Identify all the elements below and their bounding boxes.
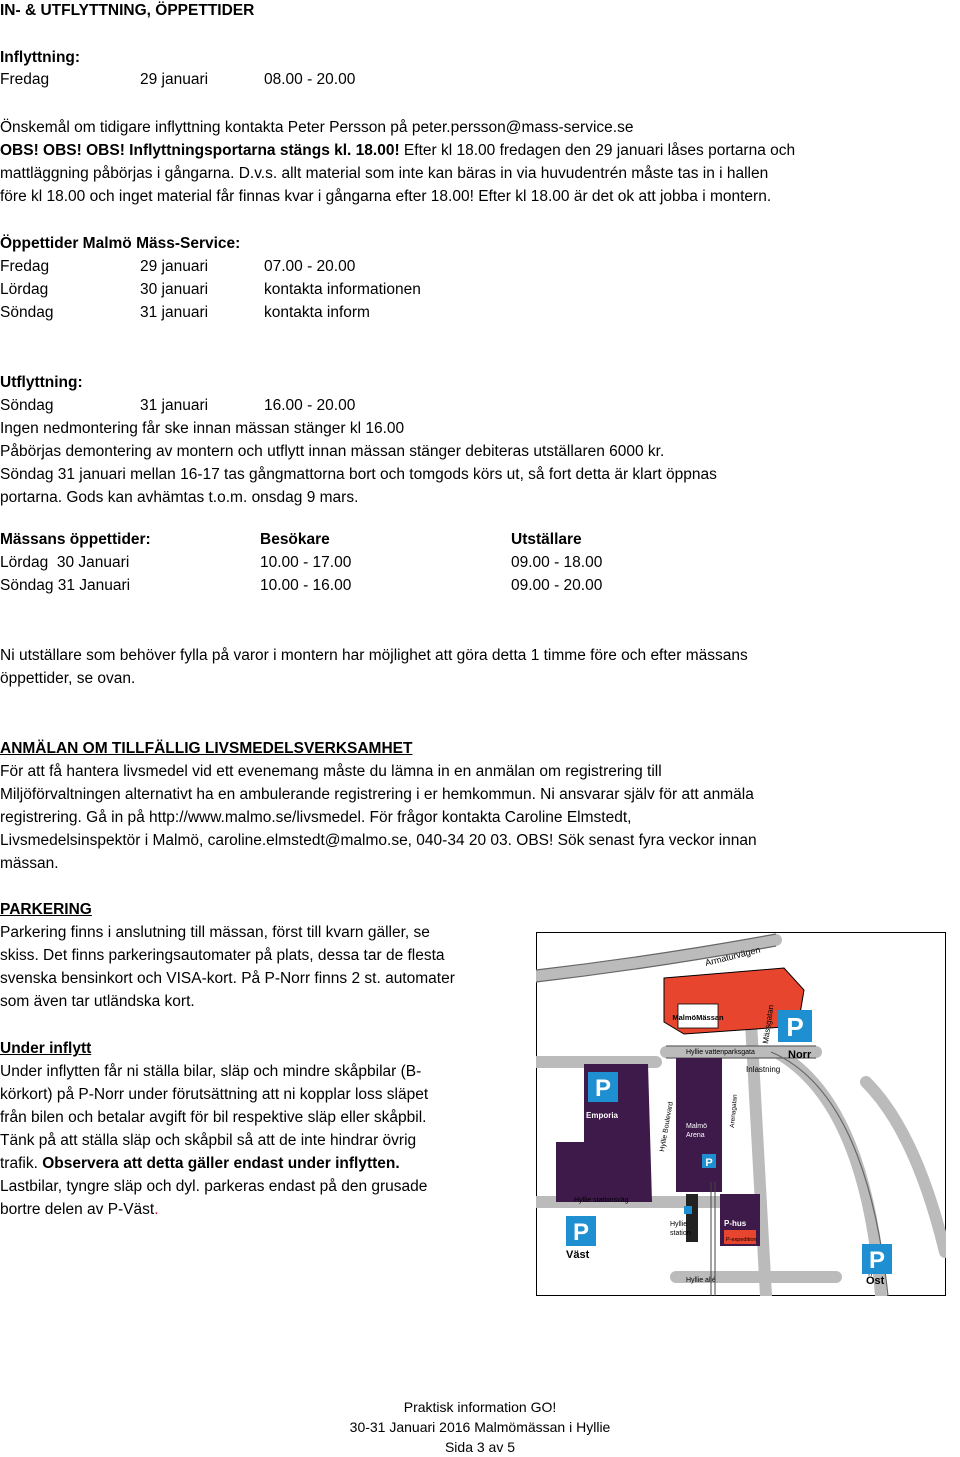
arena-line-2: Arena xyxy=(686,1132,705,1139)
hyllie-boulevard-label: Hyllie Boulevard xyxy=(659,1101,675,1153)
utflyttning-date: 31 januari xyxy=(140,397,209,414)
parkering-heading: PARKERING xyxy=(0,901,92,918)
p-arena-symbol: P xyxy=(705,1157,713,1169)
hyllie-stationsvag-label: Hyllie stationsväg xyxy=(574,1197,629,1204)
massans-day: Lördag 30 Januari xyxy=(0,554,130,571)
hyllie-vattenparksgata-label: Hyllie vattenparksgata xyxy=(686,1049,755,1056)
inflyttning-note-4: före kl 18.00 och inget material får finnas kvar i gångarna efter 18.00! Efter kl 18.00 är det ok att jobba i montern. xyxy=(0,188,772,205)
utflyttning-line: Söndag 31 januari mellan 16-17 tas gångmattorna bort och tomgods körs ut, så fort detta är klart öppnas xyxy=(0,466,717,483)
oppettider-day: Söndag xyxy=(0,304,54,321)
massans-header: Mässans öppettider: xyxy=(0,531,151,548)
line-text: trafik. xyxy=(0,1155,43,1172)
p-expedition-label: P-expedition xyxy=(726,1237,757,1243)
utstallare-header: Utställare xyxy=(511,531,582,548)
p-vast-symbol: P xyxy=(572,1219,590,1246)
under-inflytt-line: från bilen och betalar avgift för bil respektive släp eller skåpbil. xyxy=(0,1109,427,1126)
ni-utstallare-line: öppettider, se ovan. xyxy=(0,670,136,687)
note-text: Önskemål om tidigare inflyttning kontakta Peter Persson på xyxy=(0,119,412,136)
footer-title: Praktisk information GO! xyxy=(403,1399,557,1415)
anmalan-line: Livsmedelsinspektör i Malmö, caroline.elmstedt@malmo.se, 040-34 20 03. OBS! Sök senast fyra veckor innan xyxy=(0,832,757,849)
utflyttning-line: Påbörjas demontering av montern och utflytt innan mässan stänger debiteras utställaren 6000 kr. xyxy=(0,443,665,460)
observera-note: Observera att detta gäller endast under inflytten. xyxy=(42,1155,400,1172)
utflyttning-line: Ingen nedmontering får ske innan mässan stänger kl 16.00 xyxy=(0,420,405,437)
oppettider-date: 31 januari xyxy=(140,304,209,321)
oppettider-heading: Öppettider Malmö Mäss-Service: xyxy=(0,235,241,252)
inlastning-label: Inlastning xyxy=(746,1065,781,1074)
parkering-line: som även tar utländska kort. xyxy=(0,993,195,1010)
email-link[interactable]: peter.persson@mass-service.se xyxy=(411,119,634,136)
ni-utstallare-line: Ni utställare som behöver fylla på varor i montern har möjlighet att göra detta 1 timme före och efter mässans xyxy=(0,647,748,664)
note-text: Efter kl 18.00 fredagen den 29 januari låses portarna och xyxy=(399,142,796,159)
oppettider-date: 29 januari xyxy=(140,258,209,275)
parkering-line: svenska bensinkort och VISA-kort. På P-Norr finns 2 st. automater xyxy=(0,970,455,987)
line-text: bortre delen av P-Väst xyxy=(0,1201,155,1218)
under-inflytt-line xyxy=(0,1153,400,1175)
inflyttning-note-1 xyxy=(0,117,633,139)
parkering-line: skiss. Det finns parkeringsautomater på plats, dessa tar de flesta xyxy=(0,947,445,964)
oppettider-day: Lördag xyxy=(0,281,49,298)
anmalan-line: Miljöförvaltningen alternativt ha en ambulerande registrering i er hemkommun. Ni ansvarar själv för att anmäla xyxy=(0,786,754,803)
under-inflytt-line: Under inflytten får ni ställa bilar, släp och mindre skåpbilar (B- xyxy=(0,1063,422,1080)
utflyttning-line: portarna. Gods kan avhämtas t.o.m. onsdag 9 mars. xyxy=(0,489,359,506)
station-line-1: Hyllie xyxy=(670,1221,688,1228)
utflyttning-time: 16.00 - 20.00 xyxy=(264,397,356,414)
anmalan-line: registrering. Gå in på http://www.malmo.se/livsmedel. För frågor kontakta Caroline Elmstedt, xyxy=(0,809,632,826)
emporia-label: Emporia xyxy=(586,1111,619,1120)
station-line-2: station xyxy=(670,1230,691,1237)
utstallare-time: 09.00 - 18.00 xyxy=(511,554,603,571)
obs-warning: OBS! OBS! OBS! Inflyttningsportarna stängs kl. 18.00! xyxy=(0,142,400,159)
parking-map xyxy=(536,932,946,1296)
inflyttning-day: Fredag xyxy=(0,71,50,88)
station-p-mark xyxy=(684,1206,692,1214)
utflyttning-heading: Utflyttning: xyxy=(0,374,83,391)
massgatan-label: Mässgatan xyxy=(761,1004,776,1045)
inflyttning-date: 29 januari xyxy=(140,71,209,88)
malmomassan-label: MalmöMässan xyxy=(672,1013,724,1022)
massans-day: Söndag 31 Januari xyxy=(0,577,131,594)
besokare-header: Besökare xyxy=(260,531,330,548)
p-emporia-symbol: P xyxy=(594,1075,612,1102)
oppettider-day: Fredag xyxy=(0,258,50,275)
p-ost-symbol: P xyxy=(868,1247,886,1274)
p-norr-symbol: P xyxy=(786,1012,804,1042)
red-period: . xyxy=(154,1201,159,1218)
inflyttning-note-3: mattläggning påbörjas i gångarna. D.v.s. allt material som inte kan bäras in via huvudentrén måste tas in i hallen xyxy=(0,165,769,182)
inflyttning-heading: Inflyttning: xyxy=(0,49,81,66)
oppettider-date: 30 januari xyxy=(140,281,209,298)
anmalan-line: För att få hantera livsmedel vid ett evenemang måste du lämna in en anmälan om registrering till xyxy=(0,763,662,780)
utstallare-time: 09.00 - 20.00 xyxy=(511,577,603,594)
footer-page-number: Sida 3 av 5 xyxy=(444,1439,516,1455)
armaturvagen-label: Armaturvägen xyxy=(704,944,762,968)
under-inflytt-line: körkort) på P-Norr under förutsättning att ni kopplar loss släpet xyxy=(0,1086,429,1103)
arenagatan-label: Arenagatan xyxy=(729,1094,739,1129)
under-inflytt-line xyxy=(0,1199,159,1221)
inflyttning-time: 08.00 - 20.00 xyxy=(264,71,356,88)
besokare-time: 10.00 - 17.00 xyxy=(260,554,352,571)
arena-line-1: Malmö xyxy=(686,1123,708,1130)
p-hus-label: P-hus xyxy=(724,1219,747,1228)
vast-label: Väst xyxy=(566,1249,590,1261)
hyllie-alle-label: Hyllie allé xyxy=(686,1277,716,1284)
under-inflytt-line: Lastbilar, tyngre släp och dyl. parkeras endast på den grusade xyxy=(0,1178,428,1195)
page-title: IN- & UTFLYTTNING, ÖPPETTIDER xyxy=(0,2,255,19)
anmalan-heading: ANMÄLAN OM TILLFÄLLIG LIVSMEDELSVERKSAMHET xyxy=(0,740,413,757)
ost-label: Öst xyxy=(866,1275,885,1287)
oppettider-time: kontakta informationen xyxy=(264,281,421,298)
utflyttning-day: Söndag xyxy=(0,397,54,414)
anmalan-line: mässan. xyxy=(0,855,59,872)
under-inflytt-heading: Under inflytt xyxy=(0,1040,92,1057)
oppettider-time: kontakta inform xyxy=(264,304,370,321)
oppettider-time: 07.00 - 20.00 xyxy=(264,258,356,275)
besokare-time: 10.00 - 16.00 xyxy=(260,577,352,594)
inflyttning-note-2 xyxy=(0,140,795,162)
footer-event: 30-31 Januari 2016 Malmömässan i Hyllie xyxy=(349,1419,611,1435)
under-inflytt-line: Tänk på att ställa släp och skåpbil så att de inte hindrar övrig xyxy=(0,1132,417,1149)
parkering-line: Parkering finns i anslutning till mässan, först till kvarn gäller, se xyxy=(0,924,430,941)
norr-label: Norr xyxy=(788,1049,812,1061)
